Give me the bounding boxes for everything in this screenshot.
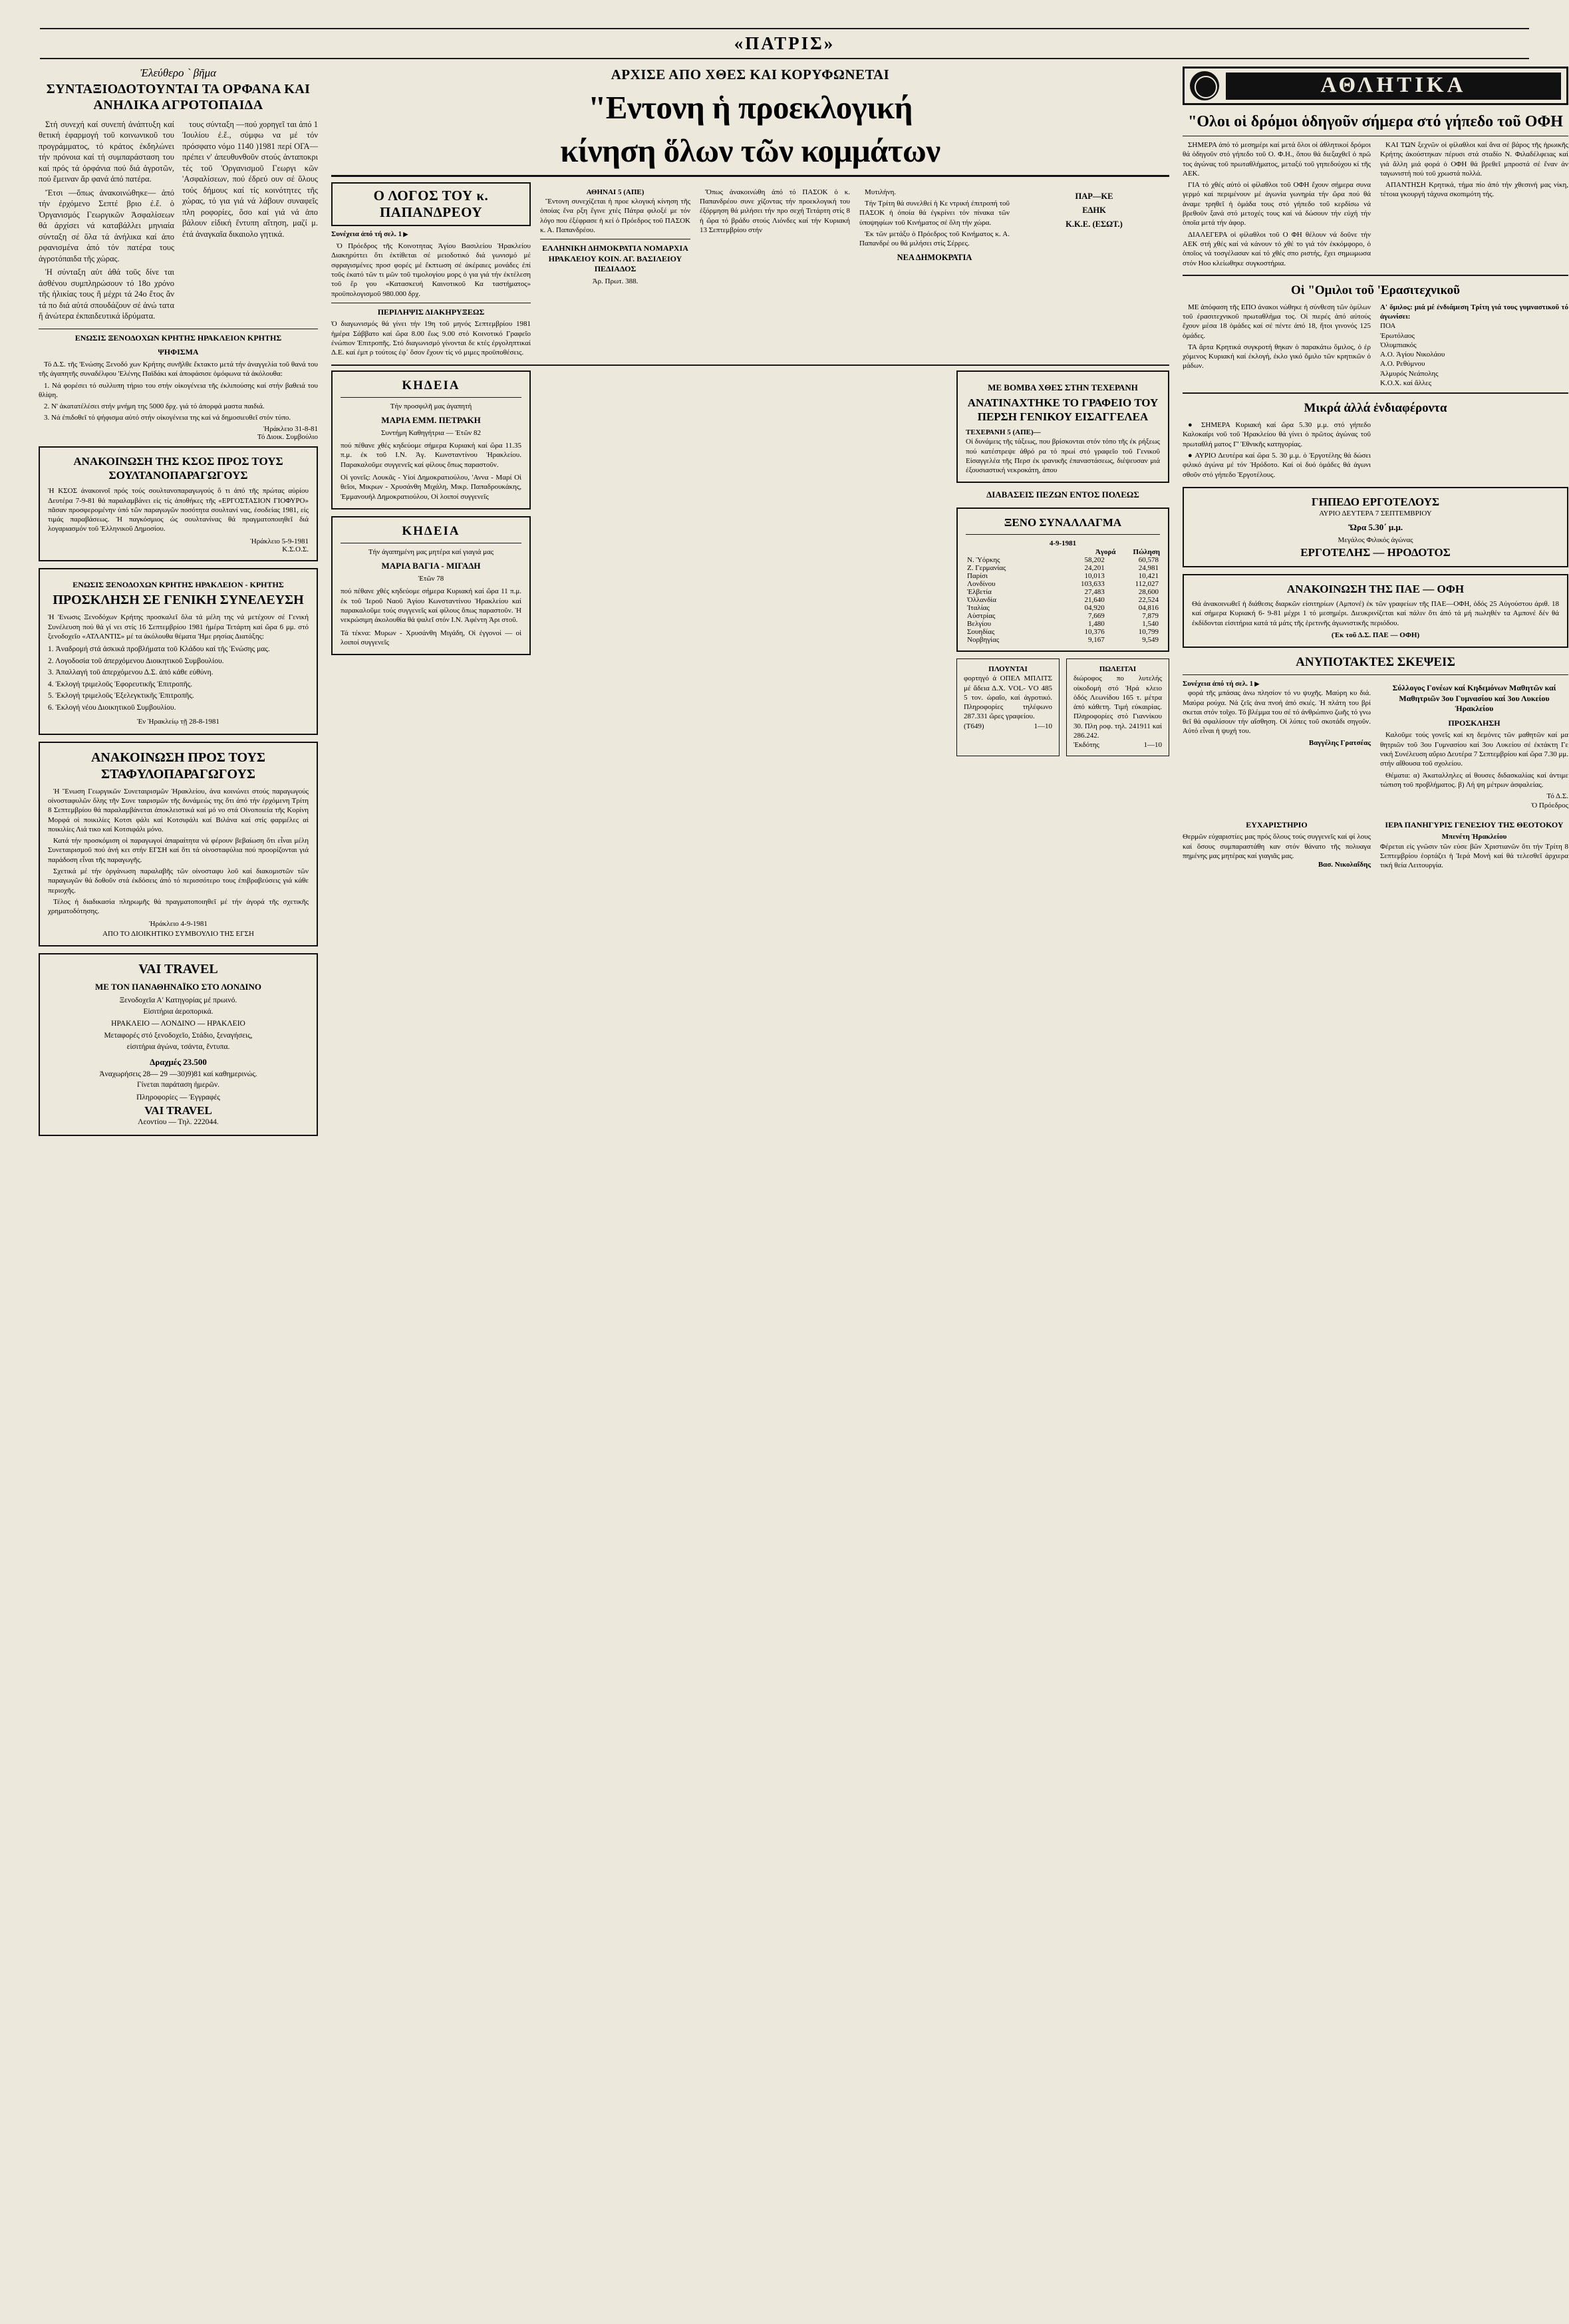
panigiris-body: Φέρεται εἰς γνῶσιν τῶν εὐσε βῶν Χριστιανῶν ὅτι τήν Τρίτη 8 Σεπτεμβρίου ἑορτάζει ἡ Ἱερά Μονή καί θά τελεσθεῖ ἀρχιερα τική θεία Λειτουργία.: [1380, 842, 1568, 870]
table-row: [966, 564, 1160, 572]
center-kicker: ΑΡΧΙΣΕ ΑΠΟ ΧΘΕΣ ΚΑΙ ΚΟΡΥΦΩΝΕΤΑΙ: [611, 67, 890, 82]
agenda-item-5: 5. Ἐκλογή τριμελοῦς Ἐξελεγκτικῆς Ἐπιτροπῆς.: [48, 692, 194, 700]
omiloi-col-1: [1183, 303, 1371, 388]
sports-col-1: [1183, 140, 1371, 270]
kidia2-name: ΜΑΡΙΑ ΒΑΓΙΑ - ΜΙΓΑΔΗ: [381, 561, 481, 571]
panigiris-subtitle: Μπενέτη Ἡρακλείου: [1441, 833, 1507, 841]
fx-currency: Ἐλβετία: [967, 587, 992, 596]
right-column: [1183, 67, 1568, 871]
news-col2-p1: Ὅπως ἀνακοινώθη ἀπό τό ΠΑΣΟΚ ὁ κ. Παπανδρέου συνε χίζοντας τήν προεκλογική του ἐξόρμηση θά μιλήσει τήν προ σεχή Τετάρτη στίς 8 ἡ ὥρα τό βράδυ στούς Λιόνδες καί τήν Κυριακή 13 Σεπτεμβρίου στήν: [700, 188, 850, 234]
eucharistirio-block: [1183, 816, 1371, 871]
fx-sell: 22,524: [1138, 595, 1159, 604]
bomba-body: Οἱ δυνάμεις τῆς τάξεως, που βρίσκονται στόν τόπο τῆς ἐκ ρήξεως πού κατέστρεψε ἀθρό ρα τό πρωί στό γραφεῖο τοῦ Γενικοῦ Εἰσαγγελέα τῆς Περσ ἐκ ιρανικῆς ἐπαναστάσεως, διέψευσαν μιά ἐξουσιαστική νεκροκάτη, ἀπου: [966, 438, 1160, 475]
fx-sell: 1,540: [1142, 619, 1159, 628]
news-col-1: [540, 188, 690, 287]
football-icon: [1190, 71, 1219, 100]
table-row: [966, 628, 1160, 636]
omiloi-p2: ΤΑ ἄρτα Κρητικά συγκροτή θηκαν ὁ παρακάτω ὅμιλος, ὁ ἐρ χόμενος Κυριακή καί ἐκλογή, ἐκλο γικό ὅμιλο τῶν κρητικῶν ὁ μάδων.: [1183, 343, 1371, 370]
table-row: [966, 620, 1160, 628]
page-columns: [39, 67, 1568, 2304]
mikra-col-1: [1183, 420, 1371, 482]
kidia1-line2: Συντήμη Καθηγήτρια — Ἐτῶν 82: [380, 428, 482, 437]
psifisma-body: [39, 360, 318, 423]
agenda-item-4: 4. Ἐκλογή τριμελοῦς Ἐφορευτικῆς Ἐπιτροπῆς.: [48, 680, 193, 688]
psifisma-item-1: 1. Νά φορέσει τό συλλυπη τήριο του στήν οἰκογένεια τῆς ἐκλιπούσης καί στήν βαθειά του θλίψη.: [39, 381, 318, 399]
sports-p2: ΓΙΑ τό χθές αὐτό οἱ φίλαθλοι τοῦ ΟΦΗ ἔχουν σήμερα συνα γερμό καί περιμένουν μέ ἀγωνία γωνηρία τήν ὥρα πού θά ἀναμε τρηθεῖ ἡ ὁμάδα τους στό γήπεδο τοῦ κερδίσω νά βρεθοῦν ξανά στό μετοχές τους καί νά δώσουν τήν εὐχή τήν ὁποῖα μετά τήν ἀφορ.: [1183, 181, 1371, 227]
fx-sell: 28,600: [1138, 587, 1159, 596]
fx-sell: 10,421: [1138, 571, 1159, 580]
ergotelous-sub: Μεγάλος Φιλικός ἀγώνας: [1338, 536, 1413, 545]
ergotelous-title: ΓΗΠΕΔΟ ΕΡΓΟΤΕΛΟΥΣ: [1311, 495, 1440, 508]
right-bottom-columns: [1183, 816, 1568, 871]
panigiris-title: ΙΕΡΑ ΠΑΝΗΓΥΡΙΣ ΓΕΝΕΣΙΟΥ ΤΗΣ ΘΕΟΤΟΚΟΥ: [1385, 819, 1564, 829]
anipotaktes-continuation: Συνέχεια ἀπό τή σελ. 1 ▶: [1183, 679, 1371, 688]
mikra-col-2: [1380, 420, 1568, 482]
fx-col-sell: Πώληση: [1133, 547, 1160, 556]
fx-buy: 1,480: [1088, 619, 1105, 628]
kidia2-sign: Τά τέκνα: Μυρων - Χρυσάνθη Μιγάδη, Οἱ ἐγγονοί — οἱ λοιποί συγγενεῖς: [341, 629, 521, 647]
table-row: [966, 572, 1160, 580]
center-news-columns: [540, 188, 1169, 287]
edik-header: ΕΔΗΚ: [1082, 206, 1106, 215]
center-column: [331, 67, 1169, 756]
center-headline-line1: "Εντονη ἡ προεκλογική: [588, 89, 913, 126]
left-p2: Ἔτσι —ὅπως ἀνακοινώθηκε— ἀπό τήν ἐρχόμενο Σεπτέ βριο ἐ.ἔ. ὁ Ὀργανισμός Γεωργικῶν Ἀσφαλίσεων θά ἀρχίσει νά καταβάλλει μηνιαία σύνταξη σέ ὅλα τά ἀνήλικα καί ἀπο ρφανισμένα ἀπό τόν πατέρα τους ἀγροτόπαιδα τῆς χώρας.: [39, 188, 174, 263]
news-col3-p1: Μυτιλήνη.: [865, 188, 897, 196]
vai-address: Λεοντίου — Τηλ. 222044.: [138, 1118, 219, 1127]
vai-info: Πληροφορίες — Ἐγγραφές: [136, 1093, 220, 1102]
logos-body: [331, 241, 531, 299]
left-headline: ΣΥΝΤΑΞΙΟΔΟΤΟΥΝΤΑΙ ΤΑ ΟΡΦΑΝΑ ΚΑΙ ΑΝΗΛΙΚΑ ΑΓΡΟΤΟΠΑΙΔΑ: [46, 82, 311, 113]
omiloi-columns: [1183, 303, 1568, 388]
news-col-3: [859, 188, 1010, 287]
sports-col-2: [1380, 140, 1568, 270]
right-divider-2: [1183, 275, 1568, 276]
eucharistirio-title: ΕΥΧΑΡΙΣΤΗΡΙΟ: [1246, 819, 1308, 829]
fx-column-headers: [966, 548, 1160, 556]
fx-currency: Ν. Ὑόρκης: [967, 555, 1000, 564]
fx-sell: 10,799: [1138, 627, 1159, 636]
news-col3-p2: Τήν Τρίτη θά συνελθεί ἡ Κε ντρική ἐπιτροπή τοῦ ΠΑΣΟΚ ἡ ὁποία θά ἐγκρίνει τόν πίνακα τῶν ὑποψηφίων τοῦ Κινήματος σέ ὅλη τήν χώρα.: [859, 200, 1010, 227]
syllogos-body: Καλοῦμε τούς γονεῖς καί κη δεμόνες τῶν μαθητῶν καί μα θητριῶν τοῦ 3ου Γυμνασίου καί 3ου Λυκείου σέ ἐκτάκτη Γε νική Συνέλευση αὔριο Δευτέρα 7 Σεπτεμβρίου καί ὥρα 7.30 μμ. στήν αἴθουσα τοῦ σχολείου.: [1380, 731, 1568, 768]
mikra-item-2: ● ΑΥΡΙΟ Δευτέρα καί ὥρα 5. 30 μ.μ. ὁ Ἐργοτέλης θά δώσει φιλικό ἀγώνα μέ τόν Ἡρόδοτο. Καί οἱ δυό ὁμάδες θά ἀγωνι σθοῦν στό γήπεδο Ἐργοτέλους.: [1183, 451, 1371, 479]
obituary-2: [331, 516, 531, 655]
kssos-announcement: [39, 446, 318, 561]
fx-date: 4-9-1981: [1049, 539, 1077, 547]
kssos-signature: Κ.Σ.Ο.Σ.: [282, 545, 309, 553]
grape-growers-announcement: [39, 742, 318, 946]
masthead-rule-bottom: [40, 58, 1529, 59]
table-row: [966, 580, 1160, 588]
news-col-2: [700, 188, 850, 287]
pae-ofi-announcement: [1183, 574, 1568, 648]
psifisma-item-2: 2. Ν' ἀκατατέλέσει στήν μνήμη της 5000 δρχ. γιά τό ἀπορφά μαστα παιδιά.: [44, 402, 265, 411]
omiloi-p1: ΜΕ ἀπόφαση τῆς ΕΠΟ ἀνακοι νώθηκε ἡ σύνθεση τῶν ὁμίλων τοῦ ἐρασιτεχνικοῦ πρωταθλήμα τος. Οἱ πιερές ἀπό αὐτούς ἔχουν μέσα 18 ὁμάδες καί σέ πέντε ἀπό 18, ἤτοι γινονός 125 ὁμάδες.: [1183, 303, 1371, 340]
mikra-columns: [1183, 420, 1568, 482]
prosklisi-title: ΠΡΟΣΚΛΗΣΗ ΣΕ ΓΕΝΙΚΗ ΣΥΝΕΛΕΥΣΗ: [53, 593, 304, 608]
bomba-dateline: ΤΕΧΕΡΑΝΗ 5 (ΑΠΕ)—: [966, 428, 1041, 436]
pedestrian-crossings: [956, 490, 1169, 501]
agenda-item-6: 6. Ἐκλογή νέου Διοικητικοῦ Συμβουλίου.: [48, 703, 176, 712]
fx-sell: 60,578: [1138, 555, 1159, 564]
staf-p2: Κατά τήν προσκόμιση οἱ παραγωγοί ἀπαραίτητα νά φέρουν βεβαίωση ὅτι εἶναι μέλη Συνεταιρισμοῦ πού ἀνή κει στήν ΕΓΣΗ καί ὅτι τά οἰνοσταφύλια πού προορίζονται γιά παράδοση εἶναι τῆς παραγωγῆς.: [48, 837, 309, 864]
list-item: ΠΟΑ: [1380, 322, 1396, 331]
bomba-kicker: ΜΕ ΒΟΜΒΑ ΧΘΕΣ ΣΤΗΝ ΤΕΧΕΡΑΝΗ: [988, 382, 1138, 392]
syllogos-subtitle: ΠΡΟΣΚΛΗΣΗ: [1448, 718, 1500, 728]
center-headline-line2: κίνηση ὅλων τῶν κομμάτων: [560, 132, 940, 169]
obituary-1: [331, 370, 531, 509]
papandreou-speech-box: [331, 182, 531, 226]
eucharistirio-body: Θερμῶν εὐχαριστίες μας πρός ὅλους τούς συγγενεῖς καί φί λους καί ὅσους συμπαραστάθη καν στόν θάνατο τῆς πολυαγα πημένης μας μητέρας καί γιαγιᾶς μας.: [1183, 833, 1371, 860]
table-row: [966, 612, 1160, 620]
syllogos-agenda: Θέματα: α) Ἀκαταλληλες αἰ θουσες διδασκαλίας καί ἀντιμε τώπιση τοῦ προβλήματος. β) Λή ψη μέτρων ἀσφαλείας.: [1380, 771, 1568, 789]
pae-title: ΑΝΑΚΟΙΝΩΣΗ ΤΗΣ ΠΑΕ — ΟΦΗ: [1286, 582, 1465, 595]
news-col1-p1: Ἔντονη συνεχίζεται ἡ προε κλογική κίνηση τῆς ὁποίας ἕνα ρξη ἔγινε χτές Πάτρα φιλοξέ με τόν λόγο που ἐξέφρασε ἡ κεί ὁ Πρόεδρος τοῦ ΠΑΣΟΚ κ. Α. Παπανδρέου.: [540, 198, 690, 234]
mikra-headline: Μικρά ἀλλά ἐνδιαφέροντα: [1304, 401, 1447, 416]
fx-currency: Σουηδίας: [967, 627, 995, 636]
anipotaktes-signature: Βαγγέλης Γρατσέας: [1308, 738, 1371, 747]
fx-currency: Λονδίνου: [967, 579, 996, 588]
prosklisi-org: ΕΝΩΣΙΣ ΞΕΝΟΔΟΧΩΝ ΚΡΗΤΗΣ ΗΡΑΚΛΕΙΟΝ - ΚΡΗΤΗΣ: [72, 579, 284, 589]
sports-section-banner: [1183, 67, 1568, 105]
kidia1-body: πού πέθανε χθές κηδεύομε σήμερα Κυριακή καί ὥρα 11.35 π.μ. ἐκ τοῦ Ι.Ν. Ἁγ. Κωνσταντίνου Ἡρακλείου. Παρακαλοῦμε συγγενεῖς καί φίλους ὅπως παραστοῦν.: [341, 442, 521, 469]
kke-header: ΠΑΡ—ΚΕ: [1075, 191, 1113, 201]
fx-rates-box: [956, 508, 1169, 652]
left-p4: τους σύνταξη —πού χορηγεῖ ται ἀπό 1 Ἰουλίου ἐ.ἔ., σύμφω να μέ τόν πρόσφατο νόμο 1140 )1981 περί ΟΓΑ— πρέπει ν' ἀπευθυνθοῦν στούς ἀνταποκρι τές τοῦ 'Οργανισμοῦ Γεωργι κῶν 'Ασφαλίσεων, πού ἐδρεύ ουν σέ ὅλους τούς δήμους καί τίς κοινότητες τῆς χώρας, τό για γιά νά λάβουν συναφεῖς πλη ροφορίες, ὅσο καί γιά νά ἀπο βάλουν εἰδική ἔντυπη αἴτηση, μαζί μ. ἐτά ἀναγκαῖα δικαιολο γητικά.: [182, 119, 318, 239]
fx-sell: 9,549: [1142, 635, 1159, 644]
anipotaktes-body: φορά τῆς μπάσας ἀνω πλησίον τό νυ ψυχῆς. Μαύρη κυ διά. Μαύρα ρούχα. Νά ζεῖς ἀνα πνοή ἀπό σκιές. Ἡ πλάτη του βρί σκεται στόν τοῖχο. Τό βλέμμα του σέ τό ἀνθρώπινο ζωῆς τό γνω θεῖ θά σφαλίσουν τήν αἴσθηση. Οἱ λύπες τοῦ σκοτάδι σηγοῦν. Αὐτό εἶναι ἡ ψυχή του.: [1183, 689, 1371, 736]
vai-item-4: Μεταφορές στό ξενοδοχεῖο, Στάδιο, ξεναγήσεις,: [104, 1031, 253, 1040]
fx-buy: 04,920: [1084, 603, 1105, 612]
fx-title: ΞΕΝΟ ΣΥΝΑΛΛΑΓΜΑ: [1004, 516, 1122, 529]
psifisma-item-3: 3. Νά ἐπιδοθεῖ τό ψήφισμα αὐτό στήν οἰκογένεια της καί νά δημοσιευθεῖ στόν τύπο.: [44, 414, 291, 422]
kssos-title: ΑΝΑΚΟΙΝΩΣΗ ΤΗΣ ΚΣΟΣ ΠΡΟΣ ΤΟΥΣ ΣΟΥΛΤΑΝΟΠΑΡΑΓΩΓΟΥΣ: [73, 454, 283, 482]
kke-esot-header: Κ.Κ.Ε. (ΕΣΩΤ.): [1066, 219, 1123, 229]
fx-table: [966, 556, 1160, 644]
logos-title: Ο ΛΟΓΟΣ ΤΟΥ κ. ΠΑΠΑΝΔΡΕΟΥ: [373, 187, 489, 220]
list-item: Κ.Ο.Χ. καί ἄλλες: [1380, 378, 1432, 387]
kssos-body: Ἡ ΚΣΟΣ ἀνακοινοῖ πρός τούς σουλτανοπαραγωγούς ὅ τι ἀπό τῆς πρώτας αὐρίου Δευτέρα 7-9-81 θά παραλαμβάνει εἰς τίς ἀποθήκες τῆς «ΕΡΓΟΣΤΑΣΙΟΝ ΓΙΟΦΥΡΟ» πᾶσαν προσφερομένην ὑπό τῶν παραγωγῶν ποσότητα σουλτανί νας, ἐσοδείας 1981, εἰς τιμάς παραβάσεως. Ἡ παγκόσμιος ὡς σουλτανίνας θά πραγματοποιηθεῖ διά λογαριασμόν τοῦ Ἑλληνικοῦ Δημοσίου.: [48, 487, 309, 533]
ergotelous-time: Ὥρα 5.30΄ μ.μ.: [1348, 522, 1403, 533]
logos-continuation: Συνέχεια ἀπό τή σελ. 1 ▶: [331, 229, 531, 239]
left-p3: Ἡ σύνταξη αὐτ ἀθά τοῦς δίνε ται ἀσθένου συμπληρώσουν τό 18ο χρόνο τῆς ἡλικίας τους ἤ μέχρι τά 24ο ἔτος ἄν τά πο διά αὐτά σπουδάζουν σέ ἀνώ τατα ἤ ἀνώτερα ἐκπαιδευτικά ἱδρύματα.: [39, 267, 174, 321]
vai-title: VAI TRAVEL: [138, 962, 218, 977]
prosklisi-agenda: [48, 645, 309, 713]
table-row: [966, 596, 1160, 604]
agenda-item-1: 1. Ἀναδρομή στά ἀσκικά προβλήματα τοῦ Κλάδου καί τῆς Ἑνώσης μας.: [48, 645, 270, 654]
fx-buy: 10,376: [1084, 627, 1105, 636]
fx-buy: 103,633: [1081, 579, 1105, 588]
syllogos-title: Σύλλογος Γονέων καί Κηδεμόνων Μαθητῶν καί Μαθητριῶν 3ου Γυμνασίου καί 3ου Λυκείου Ἡρακλείου: [1392, 682, 1556, 714]
athlitika-label: ΑΘΛΗΤΙΚΑ: [1226, 73, 1561, 100]
anipotaktes-headline: ΑΝΥΠΟΤΑΚΤΕΣ ΣΚΕΨΕΙΣ: [1296, 655, 1455, 670]
agenda-item-3: 3. Ἀπαλλαγή τοῦ ἀπερχόμενου Δ.Σ. ἀπό κάθε εὐθύνη.: [48, 668, 214, 677]
politai-footer: [1073, 740, 1162, 750]
fx-currency: Ζ. Γερμανίας: [967, 563, 1006, 572]
psifisma-sign-date: Ἡράκλειο 31-8-81: [263, 424, 318, 433]
sports-lead-columns: [1183, 140, 1568, 270]
table-row: [966, 556, 1160, 564]
eleftherovima-label: Ἐλεύθερο ` βῆμα: [140, 67, 217, 79]
logos-body-p1: Ὁ Πρόεδρος τῆς Κοινοτητας Ἁγίου Βασιλείου Ἡρακλείου Διακηρύττει ὅτι ἐκτίθεται σέ μειοδοτικό διά γωνισμό μέ σφραγισμένες προσ φορές μέ ἔκπτωση σέ ἀκέραιες μονάδες ἐπί τοῦς ἑκατό τῶν τι μῶν τοῦ τιμολογίου μορς ὁ για γιά τήν ἐκτέλεση τοῦ ἔρ γου «Κατασκευή Καινοτικοῦ Κα ταστήματος» προϋπολογισμοῦ 980.000 δρχ.: [331, 242, 531, 298]
kssos-date: Ἡράκλειο 5-9-1981: [250, 537, 309, 545]
omiloi-headline: Οἱ "Ομιλοι τοῦ 'Ερασιτεχνικοῦ: [1290, 283, 1461, 297]
table-row: [966, 604, 1160, 612]
fx-currency: Νορβηγίας: [967, 635, 1000, 644]
kidia2-line2: Ἐτῶν 78: [418, 575, 444, 583]
pae-sign: (Ἐκ τοῦ Δ.Σ. ΠΑΕ — ΟΦΗ): [1331, 631, 1420, 639]
fx-sell: 112,027: [1135, 579, 1159, 588]
ergotelous-match-ad: [1183, 487, 1568, 567]
staf-body: [48, 787, 309, 917]
fx-col-buy: Ἀγορά: [1095, 547, 1116, 556]
fx-buy: 9,167: [1088, 635, 1105, 644]
anipotaktes-col-1: [1183, 679, 1371, 811]
classified-vehicle: [956, 658, 1060, 756]
masthead: [40, 28, 1529, 59]
masthead-rule-top: [40, 28, 1529, 29]
vai-note: Γίνεται παράταση ἡμερῶν.: [136, 1080, 220, 1089]
sports-p4: ΚΑΙ ΤΩΝ ξεχνῶν οἱ φίλαθλοι καί ἄνα σέ βάρος τῆς ἡρωικῆς Κρήτης ἀκούστηκαν πέρυσι στά σταδίο Ν. Φιλαδέλφειας καί γιά ἄλλη μιά φορά ὁ ΟΦΗ θά βρεθεῖ μπροστά σέ ἕναν ἀν ταγωνιστή πού τοῦ χρωστά πολλά.: [1380, 141, 1568, 178]
syllogos-sign-1: Τό Δ.Σ.: [1546, 792, 1568, 801]
psifisma-intro: Τό Δ.Σ. τῆς 'Ενώσης Ξενοδό χων Κρήτης συνῆλθε ἔκτακτο μετά τήν ἀναγγελία τοῦ θανά του τῆς ἀγαπητῆς συναδέλφου 'Ελένης Παϊδάκι καί ἀποφάσισε ὁμόφωνα τά ἀκόλουθα:: [39, 360, 318, 378]
kidia2-body: πού πέθανε χθές κηδεύομε σήμερα Κυριακή καί ὥρα 11 π.μ. ἐκ τοῦ Ἱεροῦ Ναοῦ Ἁγίου Κωνσταντίνου Ἡρακλείου καί παρακαλοῦμε τούς συγγενεῖς καί φίλους ὅπως παραστοῦν. Ἡ νεκρώσιμη ἀκολουθία θά ψαλεῖ στόν Ι.Ν. Ἀφέντη Ἀρι στοῦ.: [341, 587, 521, 625]
fx-currency: Βελγίου: [967, 619, 992, 628]
fx-divider: [966, 534, 1160, 535]
anipotaktes-col-2: [1380, 679, 1568, 811]
table-row: [966, 588, 1160, 596]
periliptis-title: ΠΕΡΙΛΗΨΙΣ ΔΙΑΚΗΡΥΞΕΩΣ: [377, 307, 485, 317]
classified-property: [1066, 658, 1169, 756]
list-item: Α.Ο. Ρεθύμνου: [1380, 360, 1425, 368]
kidia1-line1: Τήν προσφιλῆ μας ἀγαπητή: [390, 402, 472, 410]
politai-code: Ἐκδότης: [1073, 741, 1099, 750]
fx-sell: 7,879: [1142, 611, 1159, 620]
eklisia-header: ΕΛΛΗΝΙΚΗ ΔΗΜΟΚΡΑΤΙΑ ΝΟΜΑΡΧΙΑ ΗΡΑΚΛΕΙΟΥ ΚΟΙΝ. ΑΓ. ΒΑΣΙΛΕΙΟΥ ΠΕΔΙΑΔΟΣ: [542, 243, 688, 274]
anipotaktes-columns: [1183, 679, 1568, 811]
diakiryxi-body: Ὁ διαγωνισμός θά γίνει τήν 19η τοῦ μηνός Σεπτεμβρίου 1981 ἡμέρα Σάββατο καί ὥρα 8.00 ἕως 9.00 στό Κοινοτικό Γραφεῖο ἐνώπιον Ἐπιτροπῆς. Στό διαγωνισμό γίνονται δε κτές ἐργοληπτικαί Δ.Ε. καί ἐμπ ρ τούτοις ἐφ᾽ ὅσον ἔχουν τίς νό μιμες προϋποθέσεις.: [331, 320, 531, 357]
polountai-code: (Τ649): [964, 722, 984, 730]
politai-body: διώροφος πο λυτελής οἰκοδομή στό Ἡρά κλειο ὁδός Λεωνίδου 165 τ. μέτρα ἀπό κάθετη. Τιμή εὐκαιρίας. Πληροφορίες στό Γιαννίκου 30. Πλη ροφ. τηλ. 241911 καί 286.242.: [1073, 674, 1162, 740]
athina-dateline: ΑΘΗΝΑΙ 5 (ΑΠΕ): [586, 188, 644, 196]
staf-p1: Ἡ Ἕνωση Γεωργικῶν Συνεταιρισμῶν Ἡρακλείου, ἀνα κοινώνει στούς παραγωγούς οἰνοσταφυλῶν ὅλης τῆν Συνε ταιρισμῶν τῆς δυνάμεώς της ὅτι ἀπό τήν ἐρχόμενη Τρίτη 8 Σεπτεμβρίου θά παραλαμβάνεται ἀποκλειστικά καί μό νο στά Οἰνοποιεία τῆς Κορίνη Μορφά οἱ ποικιλίες Κοτσι φάλι καί Κοτσιφάλι καί Βιλάνα καί στίς φαρμέλες αἱ ποικιλίες Λιά τικο καί Κοτσιφάλι μόνο.: [48, 787, 309, 833]
kidia1-name: ΜΑΡΙΑ ΕΜΜ. ΠΕΤΡΑΚΗ: [381, 414, 481, 425]
fx-buy: 58,202: [1084, 555, 1105, 564]
general-assembly-invitation: [39, 568, 318, 735]
kidia1-title: ΚΗΔΕΙΑ: [402, 378, 460, 392]
center-divider-1: [331, 175, 1169, 177]
fx-buy: 7,669: [1088, 611, 1105, 620]
vai-item-2: Εἰσιτήρια ἀεροπορικά.: [143, 1008, 214, 1016]
vai-item-3: ΗΡΑΚΛΕΙΟ — ΛΟΝΔΙΝΟ — ΗΡΑΚΛΕΙΟ: [111, 1019, 245, 1028]
omiloi-team-list: [1380, 321, 1568, 388]
agenda-item-2: 2. Λογοδοσία τοῦ ἀπερχόμενου Διοικητικοῦ Συμβουλίου.: [48, 656, 224, 665]
sports-p1: ΣΗΜΕΡΑ ἀπό τό μεσημέρι καί μετά ὅλοι οἱ ἀθλητικοί δρόμοι θά ὁδηγοῦν στό γήπεδο τοῦ Ο. Φ.Η., ὅπου θά διεξαχθεῖ ὁ πρῶ τος ἀγώνας τοῦ πρωταθλήματος, μεταξύ τοῦ γηπεδούχου κί τῆς ΑΕΚ.: [1183, 141, 1371, 178]
fx-sell: 24,981: [1138, 563, 1159, 572]
fx-currency: Αὐστρίας: [967, 611, 996, 620]
polountai-body: φορτηγό ἀ ΟΠΕΛ ΜΠΛΙΤΣ μέ ἄδεια Δ.Χ. VOL- VO 485 5 τον. ὡραῖο, καί ἀγροτικό. Πληροφορίες τηλέφωνο 287.331 ὥρες γραφείου.: [964, 674, 1052, 721]
left-lead-body: [39, 119, 318, 325]
omiloi-col-2: [1380, 303, 1568, 388]
staf-p3: Σχετικά μέ τήν ὀργάνωση παραλαβῆς τῶν οἰνοσταφυ λοῦ καί διακομιστῶν τῶν παραγωγῶν θά δοθοῦν στά ἐκδόσεις ἀπό τό περισσότερο τους ἐπιβραβεύσεις γιά κάθε περιοχῆς.: [48, 867, 309, 895]
pae-body: Θά ἀνακοινωθεῖ ἡ διάθεσις διαρκῶν εἰσιτηρίων (Αμπονέ) ἐκ τῶν γραφείων τῆς ΠΑΕ—ΟΦΗ, ὁδός 25 Αὐγούστου ἀριθ. 18 καί σήμερα Κυριακή 6- 9-81 μέχρι 1 τό μεσημέρι. Διευκρινίζεται καί πάλιν ὅτι ἀπό τά μή πωληθέν τα Αμπονέ δέν θά ἐκδίδονται εἰσιτήρια κατά τά μάτς τῆς ἑρετινῆς ἀγωνιστικῆς περιόδου.: [1192, 600, 1559, 627]
news-col3-p3: Ἐκ τῶν μετάξυ ὁ Πρόεδρος τοῦ Κινήματος κ. Α. Παπανδρέ ου θά μιλήσει στίς Σέρρες.: [859, 229, 1010, 248]
vai-price: Δραχμές 23.500: [150, 1056, 207, 1067]
diavaseis-title: ΔΙΑΒΑΣΕΙΣ ΠΕΖΩΝ ΕΝΤΟΣ ΠΟΛΕΩΣ: [986, 490, 1139, 500]
fx-sell: 04,816: [1138, 603, 1159, 612]
list-item: Ἀλμυρός Νεάπολης: [1380, 369, 1439, 378]
fx-currency: Ἰταλίας: [967, 603, 990, 612]
fx-buy: 21,640: [1084, 595, 1105, 604]
vai-brand: VAI TRAVEL: [144, 1103, 212, 1117]
left-p1: Στή συνεχή καί συνεπή ἀνάπτυξη καί θετική ἐφαρμογή τοῦ κοινωνικοῦ του προγράμματος, τό κράτος ἐκδηλώνει τήν πρόνοια καί τή συμπαράσταση του καί πρός τά ὀρφάνια πού διά ἀγροτῶν, πού ἔμειναν ἄρ φανά ἀπό πατέρα.: [39, 119, 174, 184]
right-divider-3: [1183, 392, 1568, 394]
polountai-title: ΠΛΟΥΝΤΑΙ: [988, 664, 1028, 673]
list-item: Ὀλυμπιακός: [1380, 341, 1417, 349]
fx-buy: 27,483: [1084, 587, 1105, 596]
psifisma-title: ΨΗΦΙΣΜΑ: [158, 347, 199, 357]
newspaper-title: «ΠΑΤΡΙΣ»: [734, 33, 835, 53]
sports-p3: ΔΙΑΛΕΓΕΡΑ οἱ φίλαθλοι τοῦ Ο ΦΗ θέλουν νά δοῦνε τήν ΑΕΚ στή χθές καί νά κάνουν τό χθέ το γιά τόν ἐκκόμφορο, ὁ ὁποῖος νά τοσγέλασαν καί τό χθές σπο ριστής, ἔχει σημωμωσα στόν Ηοο κλείωθηκε συγκοστήρια.: [1183, 230, 1371, 267]
staf-title: ΑΝΑΚΟΙΝΩΣΗ ΠΡΟΣ ΤΟΥΣ ΣΤΑΦΥΛΟΠΑΡΑΓΩΓΟΥΣ: [90, 750, 266, 782]
politai-title: ΠΩΛΕΙΤΑΙ: [1099, 664, 1137, 673]
bomba-headline: ΑΝΑΤΙΝΑΧΤΗΚΕ ΤΟ ΓΡΑΦΕΙΟ ΤΟΥ ΠΕΡΣΗ ΓΕΝΙΚΟΥ ΕΙΣΑΓΓΕΛΕΑ: [967, 396, 1159, 423]
center-divider-3: [331, 364, 1169, 366]
staf-date: Ἡράκλειο 4-9-1981: [149, 920, 208, 929]
politai-num: 1—10: [1143, 741, 1162, 750]
kidia2-line1: Τήν ἀγαπημένη μας μητέρα καί γιαγιά μας: [368, 547, 494, 556]
kidia1-divider: [341, 397, 521, 398]
enosi-title: ΕΝΩΣΙΣ ΞΕΝΟΔΟΧΩΝ ΚΡΗΤΗΣ ΗΡΑΚΛΕΙΟΝ ΚΡΗΤΗΣ: [74, 333, 282, 343]
fx-buy: 24,201: [1084, 563, 1105, 572]
tehran-bomb-story: [956, 370, 1169, 484]
fx-buy: 10,013: [1084, 571, 1105, 580]
vai-subtitle: ΜΕ ΤΟΝ ΠΑΝΑΘΗΝΑΪΚΟ ΣΤΟ ΛΟΝΔΙΝΟ: [95, 982, 261, 992]
staf-p4: Τέλος ἡ διαδικασία πληρωμῆς θά πραγματοποιηθεῖ μέ τήν ἀγορά τῆς σχετικῆς χρηματοδότησης.: [48, 897, 309, 916]
right-divider-4: [1183, 674, 1568, 675]
polountai-num: 1—10: [1034, 722, 1052, 730]
ergotelous-date: ΑΥΡΙΟ ΔΕΥΤΕΡΑ 7 ΣΕΠΤΕΜΒΡΙΟΥ: [1319, 509, 1432, 518]
vai-dates: Ἀναχωρήσεις 28— 29 —30)9)81 καί καθημερινώς.: [99, 1070, 257, 1079]
vai-item-5: εἰσιτήρια ἀγώνα, τσάντα, ἔντυπα.: [126, 1043, 230, 1052]
fx-currency: Παρίσι: [967, 571, 988, 580]
list-item: Ἐρωτόλαος: [1380, 331, 1415, 340]
omilos-a-label: Α' ὅμιλος: μιά μέ ἐνδιάμεση Τρίτη γιά τους γυμναστικοῦ τό ἀγωνίσει:: [1380, 303, 1568, 321]
protokolo-number: Ἀρ. Πρωτ. 388.: [592, 277, 639, 286]
kidia2-title: ΚΗΔΕΙΑ: [402, 523, 460, 538]
prosklisi-sign: Ἐν Ἡρακλείῳ τῇ 28-8-1981: [137, 718, 219, 726]
news-col-4: [1019, 188, 1169, 287]
list-item: Α.Ο. Ἁγίου Νικολάου: [1380, 351, 1445, 359]
table-row: [966, 636, 1160, 644]
syllogos-sign-2: Ὁ Πρόεδρος: [1531, 801, 1568, 810]
vai-travel-ad: [39, 953, 318, 1136]
prosklisi-body: Ἡ 'Ενωσις Ξενοδόχων Κρήτης προσκαλεῖ ὅλα τά μέλη της νά μετέχουν σέ Γενική Συνέλευση πού θά γί νει στίς 16 Σεπτεμβρίου 1981 ἡμέρα Τετάρτη καί ὥρα 6 μμ. στό ξενοδοχεῖο «ΑΤΛΑΝΤΙΣ» μέ τα ἀκόλουθα θέματα 'Ημε ρησίας Διατάξης:: [48, 613, 309, 641]
panigiris-block: [1380, 816, 1568, 871]
psifisma-sign-board: Τό Διοικ. Συμβούλιο: [257, 432, 318, 441]
staf-sign: ΑΠΟ ΤΟ ΔΙΟΙΚΗΤΙΚΟ ΣΥΜΒΟΥΛΙΟ ΤΗΣ ΕΓΣΗ: [102, 929, 254, 938]
vai-item-1: Ξενοδοχεῖα Α' Κατηγορίας μέ πρωινό.: [119, 996, 237, 1004]
left-column: [39, 67, 318, 1136]
mikra-item-1: ● ΣΗΜΕΡΑ Κυριακή καί ὥρα 5.30 μ.μ. στό γήπεδο Καλοκαίρι νοῦ τοῦ Ἡρακλείου θά γίνει ὁ πρῶτος ἀγώνας τοῦ πρωταθλή ματος Γ' Ἐθνικῆς κατηγορίας.: [1183, 421, 1371, 448]
fx-currency: Ὁλλανδία: [967, 595, 997, 604]
sports-headline: "Ολοι οἱ δρόμοι ὁδηγοῦν σήμερα στό γήπεδο τοῦ ΟΦΗ: [1188, 113, 1563, 130]
vai-services: [48, 996, 309, 1053]
eucharistirio-sign: Βασ. Νικολαΐδης: [1318, 861, 1371, 869]
kidia1-sign: Οἱ γονεῖς: Λουκᾶς - Υἱοί Δημοκρατιούλου, 'Αννα - Μαρί Οἱ θεῖοι, Μικρων - Χρυσάνθη Μιχάλη, Μικρ. Παπαδρουκάκης, Ἐμμανουήλ Δημοκρατιούλου, Οἱ λοιποί συγγενεῖς: [341, 473, 521, 501]
polountai-footer: [964, 722, 1052, 731]
sports-p5: ΑΠΑΝΤΗΣΗ Κρητικά, τήμα πίο ἀπό τήν χθεσινή μας νίκη, τέτοια γκουργή τάχυνα σκοπιμότη τής.: [1380, 181, 1568, 199]
nea-dimokratia-header: ΝΕΑ ΔΗΜΟΚΡΑΤΙΑ: [897, 252, 972, 262]
ergotelous-match: ΕΡΓΟΤΕΛΗΣ — ΗΡΟΔΟΤΟΣ: [1300, 545, 1451, 559]
